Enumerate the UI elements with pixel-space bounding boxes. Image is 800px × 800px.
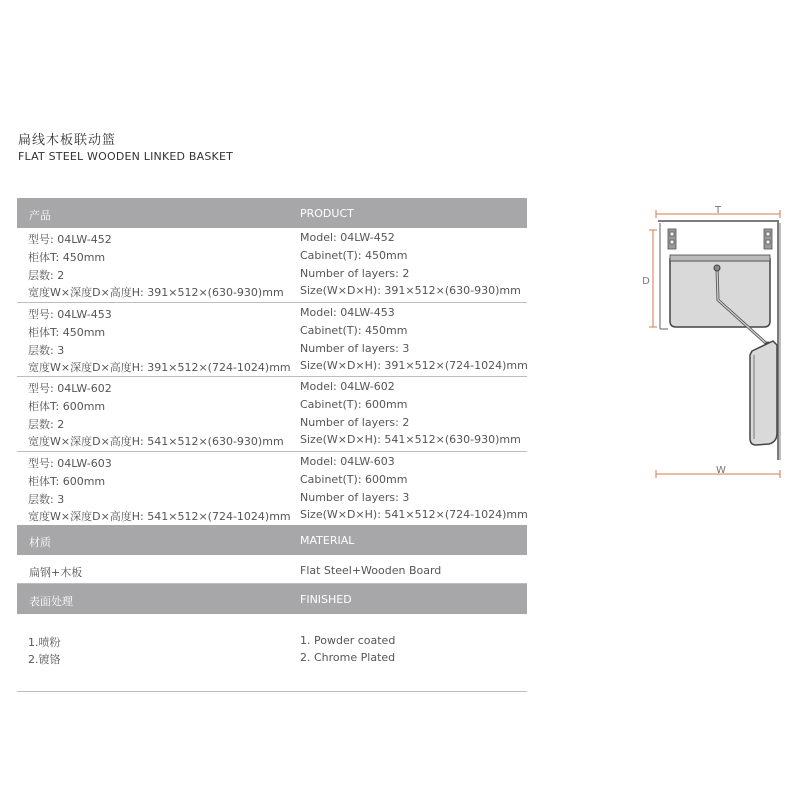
product-header-en: PRODUCT: [300, 207, 354, 220]
product-block-04lw-603: [17, 452, 527, 526]
product-block-04lw-452: [17, 228, 527, 303]
cabinet-cn: 柜体T: 600mm: [28, 474, 106, 488]
dimension-t: [656, 205, 780, 218]
dimension-w: [656, 465, 780, 478]
size-cn: 宽度W×深度D×高度H: 541×512×(630-930)mm: [28, 435, 284, 448]
finished-header-cn: 表面处理: [29, 595, 73, 608]
product-block-04lw-453: [17, 303, 527, 378]
model-en: Model: 04LW-603: [300, 454, 395, 468]
finished-en-2: 2. Chrome Plated: [300, 651, 396, 664]
finished-row: [17, 614, 527, 692]
layers-cn: 层数: 3: [28, 343, 65, 357]
finished-en-1: 1. Powder coated: [300, 634, 396, 647]
lower-basket: [750, 341, 777, 445]
upper-basket: [670, 255, 770, 327]
size-cn: 宽度W×深度D×高度H: 391×512×(724-1024)mm: [28, 360, 291, 374]
cabinet-cn: 柜体T: 600mm: [28, 400, 106, 413]
cabinet-cn: 柜体T: 450mm: [28, 325, 106, 339]
layers-en: Number of layers: 2: [300, 267, 410, 280]
size-cn: 宽度W×深度D×高度H: 391×512×(630-930)mm: [28, 286, 284, 299]
product-block-04lw-602: [17, 377, 527, 452]
material-header: [17, 525, 527, 555]
layers-cn: 层数: 2: [28, 418, 65, 431]
model-cn: 型号: 04LW-603: [28, 456, 112, 470]
top-hinges: [668, 229, 772, 249]
product-header-cn: 产品: [29, 209, 51, 222]
cabinet-en: Cabinet(T): 450mm: [300, 249, 408, 262]
model-cn: 型号: 04LW-452: [28, 233, 112, 246]
layers-en: Number of layers: 3: [300, 341, 410, 355]
model-en: Model: 04LW-453: [300, 305, 395, 319]
label-w: W: [716, 465, 726, 476]
model-cn: 型号: 04LW-453: [28, 307, 112, 321]
label-t: T: [714, 205, 722, 216]
product-header: [17, 198, 527, 228]
layers-en: Number of layers: 2: [300, 416, 410, 429]
model-en: Model: 04LW-452: [300, 231, 395, 244]
material-row: [17, 555, 527, 584]
spec-table: [17, 198, 527, 692]
size-en: Size(W×D×H): 391×512×(724-1024)mm: [300, 358, 528, 372]
size-en: Size(W×D×H): 391×512×(630-930)mm: [300, 284, 521, 297]
finished-header: [17, 584, 527, 614]
size-en: Size(W×D×H): 541×512×(630-930)mm: [300, 433, 521, 446]
model-cn: 型号: 04LW-602: [28, 382, 112, 395]
finished-header-en: FINISHED: [300, 593, 352, 606]
material-header-en: MATERIAL: [300, 534, 355, 547]
cabinet-en: Cabinet(T): 450mm: [300, 323, 408, 337]
label-d: D: [642, 276, 650, 287]
title-cn: 扁线木板联动篮: [18, 133, 117, 148]
material-cn: 扁钢+木板: [29, 566, 83, 579]
title-en: FLAT STEEL WOODEN LINKED BASKET: [18, 150, 234, 163]
layers-cn: 层数: 2: [28, 269, 65, 282]
basket-diagram: [630, 195, 800, 495]
dimension-d: [642, 230, 657, 327]
material-en: Flat Steel+Wooden Board: [300, 564, 442, 577]
finished-cn-1: 1.喷粉: [28, 636, 61, 649]
cabinet-en: Cabinet(T): 600mm: [300, 472, 408, 486]
layers-en: Number of layers: 3: [300, 490, 410, 504]
size-en: Size(W×D×H): 541×512×(724-1024)mm: [300, 507, 528, 521]
finished-cn-2: 2.镀铬: [28, 653, 61, 666]
size-cn: 宽度W×深度D×高度H: 541×512×(724-1024)mm: [28, 509, 291, 523]
model-en: Model: 04LW-602: [300, 380, 395, 393]
material-header-cn: 材质: [29, 536, 51, 549]
cabinet-en: Cabinet(T): 600mm: [300, 398, 408, 411]
layers-cn: 层数: 3: [28, 492, 65, 506]
cabinet-cn: 柜体T: 450mm: [28, 251, 106, 264]
